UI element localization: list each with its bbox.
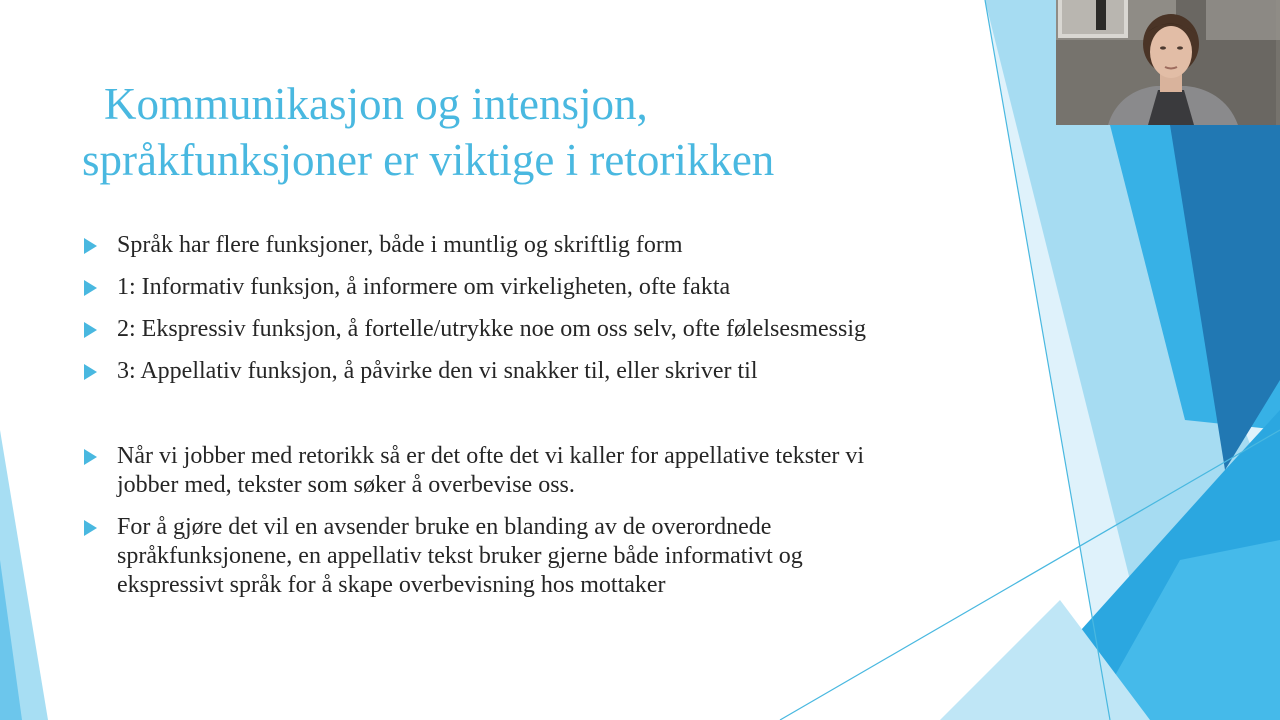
triangle-right-icon	[84, 364, 97, 380]
bullet-text: 1: Informativ funksjon, å informere om virkeligheten, ofte fakta	[117, 274, 731, 300]
triangle-right-icon	[84, 520, 97, 536]
triangle-right-icon	[84, 280, 97, 296]
bullet-item	[82, 357, 962, 386]
bullet-text	[117, 513, 962, 600]
bullet-text-line: språkfunksjonene, en appellativ tekst bruker gjerne både informativt og	[117, 543, 803, 569]
presenter-video-icon	[1056, 0, 1280, 125]
bullet-text-line: For å gjøre det vil en avsender bruke en blanding av de overordnede	[117, 514, 772, 540]
slide-title-line1: Kommunikasjon og intensjon,	[104, 79, 648, 129]
bullet-item	[82, 273, 962, 302]
bullet-text-line: Når vi jobber med retorikk så er det ofte det vi kaller for appellative tekster vi	[117, 443, 865, 469]
bullet-text: 3: Appellativ funksjon, å påvirke den vi snakker til, eller skriver til	[117, 358, 758, 384]
bullet-item	[82, 513, 962, 600]
bullet-item	[82, 231, 962, 260]
bullet-text	[117, 442, 962, 500]
bullet-text-line: ekspressivt språk for å skape overbevisning hos mottaker	[117, 572, 666, 598]
bullet-item	[82, 315, 962, 344]
slide-title-line2: språkfunksjoner er viktige i retorikken	[82, 135, 775, 185]
triangle-right-icon	[84, 449, 97, 465]
bullet-text: 2: Ekspressiv funksjon, å fortelle/utrykke noe om oss selv, ofte følelsesmessig	[117, 316, 866, 342]
bullet-text: Språk har flere funksjoner, både i muntlig og skriftlig form	[117, 232, 683, 258]
bullet-item	[82, 442, 962, 500]
bullet-text-line: jobber med, tekster som søker å overbevise oss.	[117, 472, 575, 498]
triangle-right-icon	[84, 322, 97, 338]
slide-title	[82, 76, 962, 188]
presenter-webcam	[1056, 0, 1280, 125]
triangle-right-icon	[84, 238, 97, 254]
